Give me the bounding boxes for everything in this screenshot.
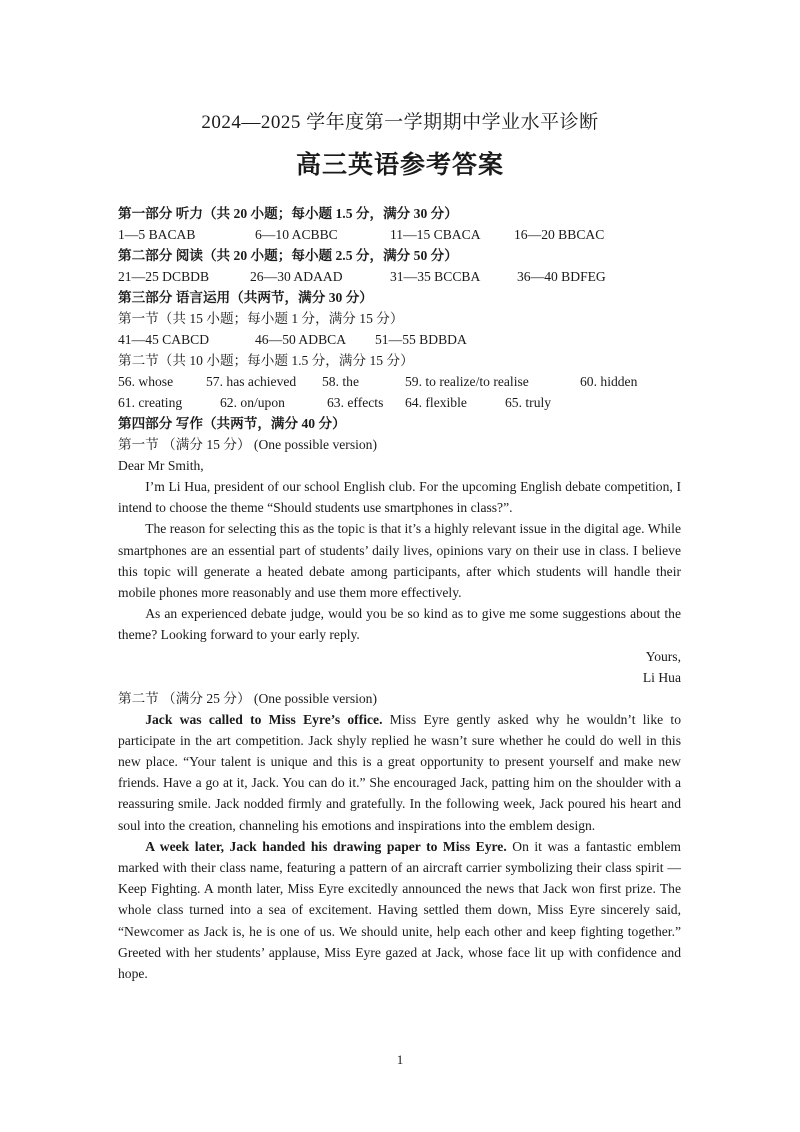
part3-section1-heading: 第一节（共 15 小题；每小题 1 分，满分 15 分） [118, 311, 404, 326]
answer-group: 46—50 ADBCA [255, 332, 347, 347]
answer-group: 16—20 BBCAC [514, 227, 605, 242]
answer-item: 56. whose [118, 374, 174, 389]
letter-paragraph: I’m Li Hua, president of our school English club. For the upcoming English debate competition, I intend to choose the theme “Should students use smartphones in class?”. [118, 479, 681, 516]
answer-item: 63. effects [327, 395, 384, 410]
answer-item: 57. has achieved [206, 374, 297, 389]
story-lead-sentence: Jack was called to Miss Eyre’s office. [145, 711, 383, 727]
story-lead-sentence: A week later, Jack handed his drawing paper to Miss Eyre. [145, 838, 507, 854]
story-body: On it was a fantastic emblem marked with their class name, featuring a pattern of an aircraft carrier symbolizing their class spirit — Keep Fighting. A month later, Miss Eyre excitedly announced the news that Jack won first prize. The whole class turned into a sea of excitement. Having settled them down, Miss Eyre sincerely said, “Newcomer as Jack is, he is one of us. We should unite, help each other and keep fighting together.” Greeted with her students’ applause, Miss Eyre gazed at Jack, whose face lit up with confidence and hope. [118, 838, 681, 982]
page-number: 1 [396, 1052, 404, 1067]
answer-group: 31—35 BCCBA [390, 269, 481, 284]
part4-section1-heading: 第一节 （满分 15 分） (One possible version) [118, 437, 378, 452]
answer-group: 11—15 CBACA [390, 227, 481, 242]
answer-group: 51—55 BDBDA [375, 332, 467, 347]
letter-paragraph: The reason for selecting this as the topic is that it’s a highly relevant issue in the digital age. While smartphones are an essential part of students’ daily lives, opinions vary on their use in class. I believe this topic will generate a heated debate among participants, after which students will handle their mobile phones more reasonably and use them more effectively. [118, 521, 681, 601]
part2-heading: 第二部分 阅读（共 20 小题；每小题 2.5 分，满分 50 分） [118, 248, 458, 263]
letter-signature: Li Hua [642, 669, 681, 685]
answer-group: 26—30 ADAAD [250, 269, 343, 284]
letter-paragraph: As an experienced debate judge, would you be so kind as to give me some suggestions about the theme? Looking forward to your early reply. [118, 606, 681, 643]
story-paragraph [118, 709, 681, 836]
part1-heading: 第一部分 听力（共 20 小题；每小题 1.5 分，满分 30 分） [118, 206, 458, 221]
answer-group: 6—10 ACBBC [255, 227, 338, 242]
part3-section2-row2 [118, 392, 681, 413]
answer-item: 58. the [322, 374, 359, 389]
exam-title: 2024—2025 学年度第一学期期中学业水平诊断 [201, 112, 599, 133]
story-body: Miss Eyre gently asked why he wouldn’t like to participate in the art competition. Jack shyly replied he wasn’t sure whether he could do well in this new place. “Your talent is unique and this is a great opportunity to present yourself and make new friends. Have a go at it, Jack. You can do it.” She encouraged Jack, patting him on the shoulder with a reassuring smile. Jack nodded firmly and gratefully. In the following week, Jack poured his heart and soul into the creation, channeling his emotions and inspirations into the emblem design. [118, 711, 681, 833]
part3-section2-heading: 第二节（共 10 小题；每小题 1.5 分，满分 15 分） [118, 353, 414, 368]
document-title: 高三英语参考答案 [295, 152, 504, 179]
part1-answers [118, 224, 681, 245]
answer-item: 59. to realize/to realise [405, 374, 529, 389]
answer-item: 65. truly [505, 395, 552, 410]
part3-heading: 第三部分 语言运用（共两节，满分 30 分） [118, 290, 373, 305]
answer-item: 60. hidden [580, 374, 638, 389]
answer-item: 62. on/upon [220, 395, 285, 410]
answer-group: 41—45 CABCD [118, 332, 210, 347]
part3-section2-row1 [118, 371, 681, 392]
part4-section2-heading: 第二节 （满分 25 分） (One possible version) [118, 690, 378, 706]
part2-answers [118, 266, 681, 287]
story-paragraph [118, 836, 681, 984]
letter-closing: Yours, [645, 648, 681, 664]
answer-group: 36—40 BDFEG [517, 269, 606, 284]
part4-heading: 第四部分 写作（共两节，满分 40 分） [118, 416, 346, 431]
answer-group: 21—25 DCBDB [118, 269, 210, 284]
answer-group: 1—5 BACAB [118, 227, 196, 242]
answer-item: 61. creating [118, 395, 183, 410]
part3-section1-answers [118, 329, 681, 350]
answer-content [118, 203, 681, 984]
answer-item: 64. flexible [405, 395, 467, 410]
letter-salutation: Dear Mr Smith, [118, 458, 204, 473]
